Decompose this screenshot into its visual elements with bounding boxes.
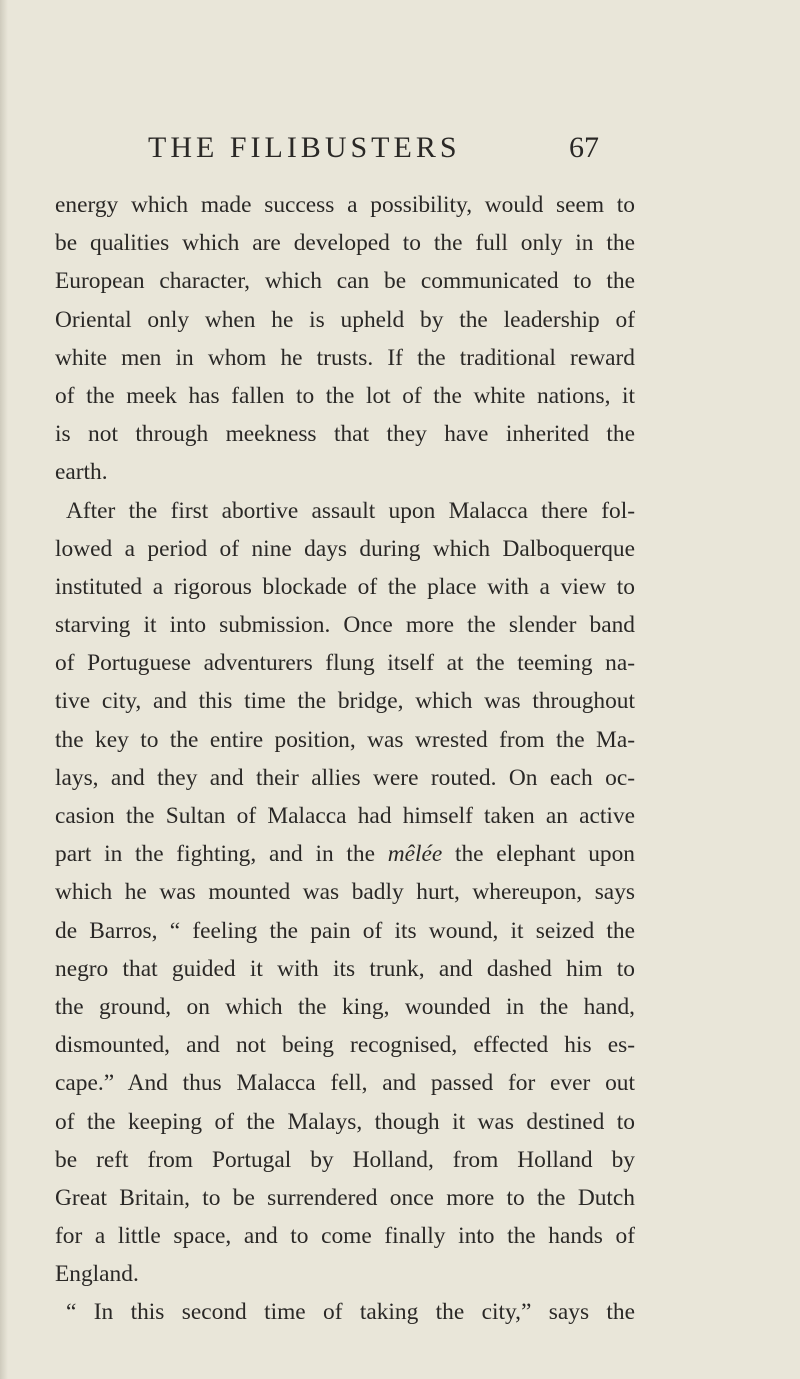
text-segment: part in the fighting, and in the — [55, 841, 388, 868]
text-line: After the first abortive assault upon Malacca there fol- — [66, 497, 635, 524]
text-line: lays, and they and their allies were routed. On each oc- — [55, 764, 635, 791]
text-line: casion the Sultan of Malacca had himself taken an active — [55, 803, 635, 829]
text-line: for a little space, and to come finally into the hands of — [55, 1223, 635, 1250]
text-line: which he was mounted was badly hurt, whereupon, says — [55, 879, 635, 906]
text-line — [55, 835, 635, 873]
page-number: 67 — [569, 131, 599, 164]
text-line: European character, which can be communicated to the — [55, 268, 635, 295]
running-head-title: THE FILIBUSTERS — [148, 131, 461, 164]
italic-term: mêlée — [387, 841, 443, 868]
text-line: England. — [55, 1261, 139, 1288]
text-line: Oriental only when he is upheld by the leadership of — [55, 306, 635, 333]
text-line: energy which made success a possibility, would seem to — [55, 192, 635, 218]
text-line: dismounted, and not being recognised, effected his es- — [55, 1032, 635, 1059]
text-line: cape.” And thus Malacca fell, and passed for ever out — [55, 1070, 635, 1097]
text-line: of Portuguese adventurers flung itself at the teeming na- — [55, 650, 635, 677]
text-line: of the meek has fallen to the lot of the white nations, it — [55, 382, 635, 409]
text-line: be reft from Portugal by Holland, from Holland by — [55, 1146, 635, 1173]
running-head — [0, 128, 800, 168]
text-segment: the elephant upon — [442, 841, 635, 868]
text-line: “ In this second time of taking the city,” says the — [66, 1299, 635, 1326]
text-line: tive city, and this time the bridge, which was throughout — [55, 688, 635, 715]
text-line: is not through meekness that they have inherited the — [55, 421, 635, 448]
text-line: de Barros, “ feeling the pain of its wound, it seized the — [55, 917, 635, 944]
text-line: the key to the entire position, was wrested from the Ma- — [55, 726, 635, 753]
text-line: starving it into submission. Once more the slender band — [55, 612, 635, 639]
text-line: white men in whom he trusts. If the traditional reward — [55, 344, 635, 371]
page-edge-shadow — [0, 0, 8, 1379]
text-line: lowed a period of nine days during which Dalboquerque — [55, 535, 635, 562]
text-line: Great Britain, to be surrendered once more to the Dutch — [55, 1184, 635, 1211]
text-line: earth. — [55, 459, 108, 486]
text-line: negro that guided it with its trunk, and dashed him to — [55, 955, 635, 982]
text-line: the ground, on which the king, wounded in the hand, — [55, 993, 635, 1020]
text-line: of the keeping of the Malays, though it was destined to — [55, 1108, 635, 1135]
text-line: instituted a rigorous blockade of the place with a view to — [55, 573, 635, 600]
body-text — [55, 186, 635, 1332]
text-line: be qualities which are developed to the full only in the — [55, 230, 635, 257]
